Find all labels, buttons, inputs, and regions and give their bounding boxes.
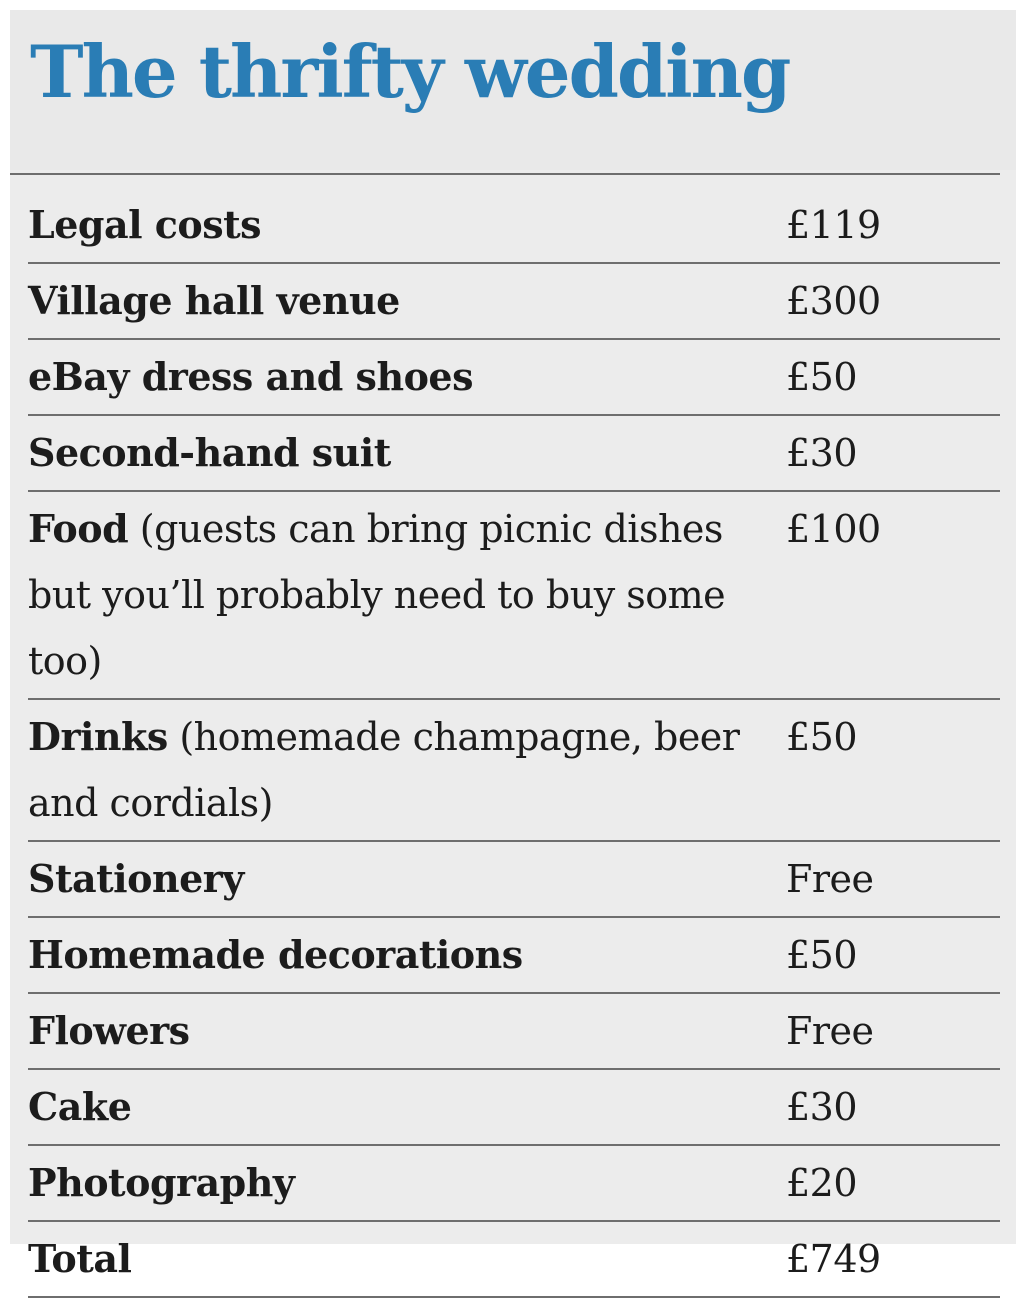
item-cost: £30 <box>786 431 858 475</box>
item-cost: £30 <box>786 1085 858 1129</box>
item-cell <box>28 998 786 1064</box>
item-name: Total <box>28 1236 132 1281</box>
top-divider <box>10 173 1000 175</box>
item-note: (guests can bring picnic dishes but you’ll probably need to buy some too) <box>28 507 726 683</box>
item-cell <box>28 922 786 988</box>
item-cost: £119 <box>786 203 881 247</box>
item-name: Stationery <box>28 856 244 901</box>
item-cost: £300 <box>786 279 881 323</box>
item-name: Photography <box>28 1160 295 1205</box>
item-cost: £749 <box>786 1237 881 1281</box>
item-cell <box>28 704 786 836</box>
table-row-cake <box>28 1070 1000 1146</box>
item-name: Second-hand suit <box>28 430 391 475</box>
thrifty-wedding-card <box>10 10 1016 1281</box>
item-cell <box>28 846 786 912</box>
item-name: Legal costs <box>28 202 262 247</box>
cost-table <box>28 188 1000 1298</box>
item-cell <box>28 1074 786 1140</box>
table-row-decorations <box>28 918 1000 994</box>
item-name: Cake <box>28 1084 132 1129</box>
item-cost: £100 <box>786 507 881 551</box>
table-row-dress <box>28 340 1000 416</box>
item-cell <box>28 344 786 410</box>
item-name: Drinks <box>28 714 168 759</box>
table-row-legal-costs <box>28 188 1000 264</box>
item-cell <box>28 496 786 694</box>
title-band <box>10 10 1016 170</box>
item-name: Flowers <box>28 1008 190 1053</box>
item-cell <box>28 192 786 258</box>
item-note: (homemade champagne, beer and cordials) <box>28 715 740 825</box>
item-name: eBay dress and shoes <box>28 354 473 399</box>
table-row-total <box>28 1222 1000 1298</box>
item-cell <box>28 420 786 486</box>
item-cell <box>28 1150 786 1216</box>
item-cost: £50 <box>786 933 858 977</box>
table-row-photography <box>28 1146 1000 1222</box>
item-cost: £50 <box>786 715 858 759</box>
table-row-stationery <box>28 842 1000 918</box>
table-row-venue <box>28 264 1000 340</box>
item-cost: Free <box>786 1009 874 1053</box>
item-name: Food <box>28 506 129 551</box>
item-cost: Free <box>786 857 874 901</box>
table-row-flowers <box>28 994 1000 1070</box>
page-title: The thrifty wedding <box>30 29 790 114</box>
item-cost: £50 <box>786 355 858 399</box>
item-name: Homemade decorations <box>28 932 523 977</box>
item-cell <box>28 1226 786 1292</box>
item-cell <box>28 268 786 334</box>
table-row-suit <box>28 416 1000 492</box>
table-row-drinks <box>28 700 1000 842</box>
item-name: Village hall venue <box>28 278 400 323</box>
table-row-food <box>28 492 1000 700</box>
item-cost: £20 <box>786 1161 858 1205</box>
